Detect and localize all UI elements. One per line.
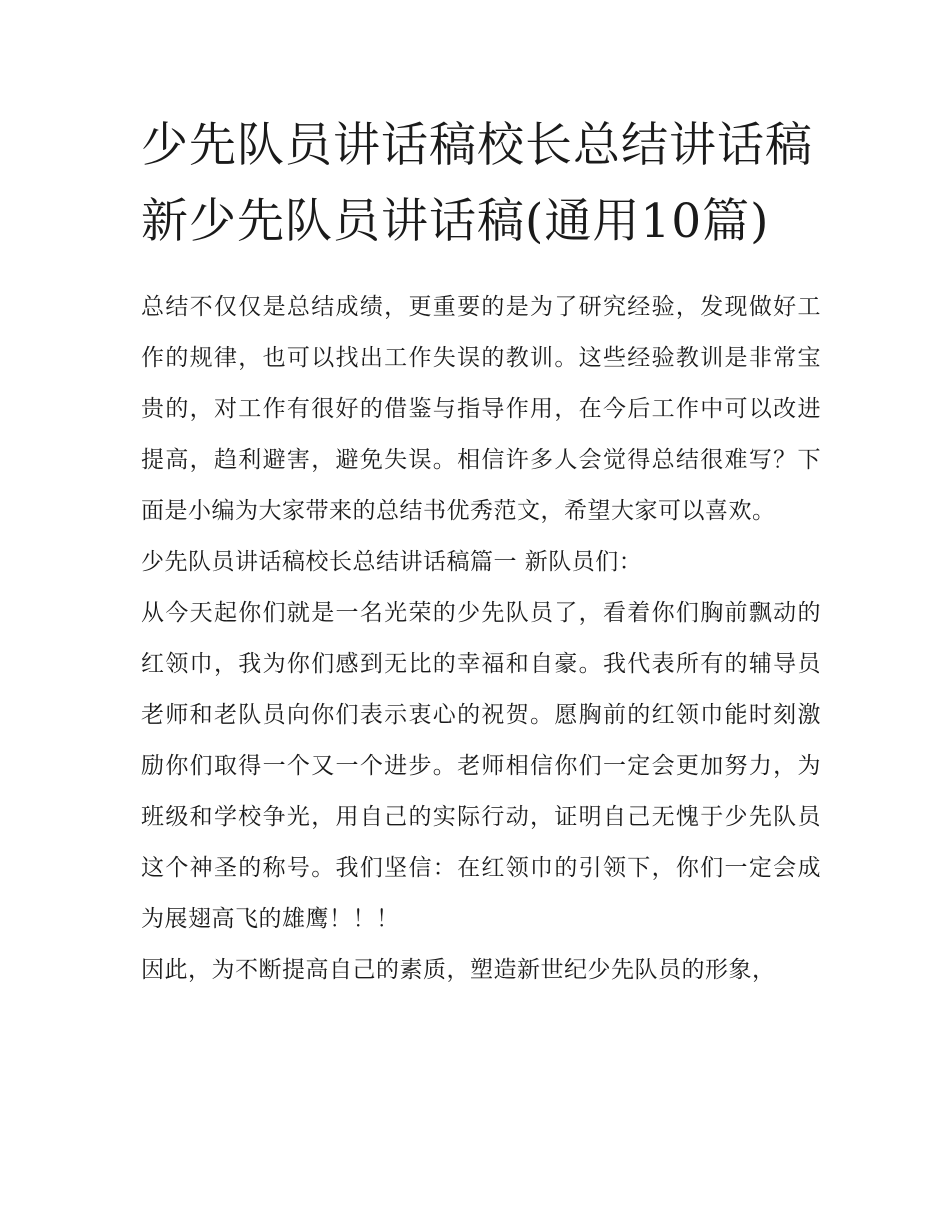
intro-paragraph: 总结不仅仅是总结成绩，更重要的是为了研究经验，发现做好工作的规律，也可以找出工作失误的教训。这些经验教训是非常宝贵的，对工作有很好的借鉴与指导作用，在今后工作中可以改进提高，趋利避害，避免失误。相信许多人会觉得总结很难写？下面是小编为大家带来的总结书优秀范文，希望大家可以喜欢。 [141,294,821,524]
speech-paragraph: 从今天起你们就是一名光荣的少先队员了，看着你们胸前飘动的红领巾，我为你们感到无比的幸福和自豪。我代表所有的辅导员老师和老队员向你们表示衷心的祝贺。愿胸前的红领巾能时刻激励你们取得一个又一个进步。老师相信你们一定会更加努力，为班级和学校争光，用自己的实际行动，证明自己无愧于少先队员这个神圣的称号。我们坚信：在红领巾的引领下，你们一定会成为展翅高飞的雄鹰！！！ [141,600,821,932]
section-heading-paragraph: 少先队员讲话稿校长总结讲话稿篇一 新队员们： [141,549,643,575]
document-title: 少先队员讲话稿校长总结讲话稿 新少先队员讲话稿(通用10篇) [141,118,813,249]
document-page [141,108,821,996]
continuation-paragraph: 因此，为不断提高自己的素质，塑造新世纪少先队员的形象， [141,957,776,983]
